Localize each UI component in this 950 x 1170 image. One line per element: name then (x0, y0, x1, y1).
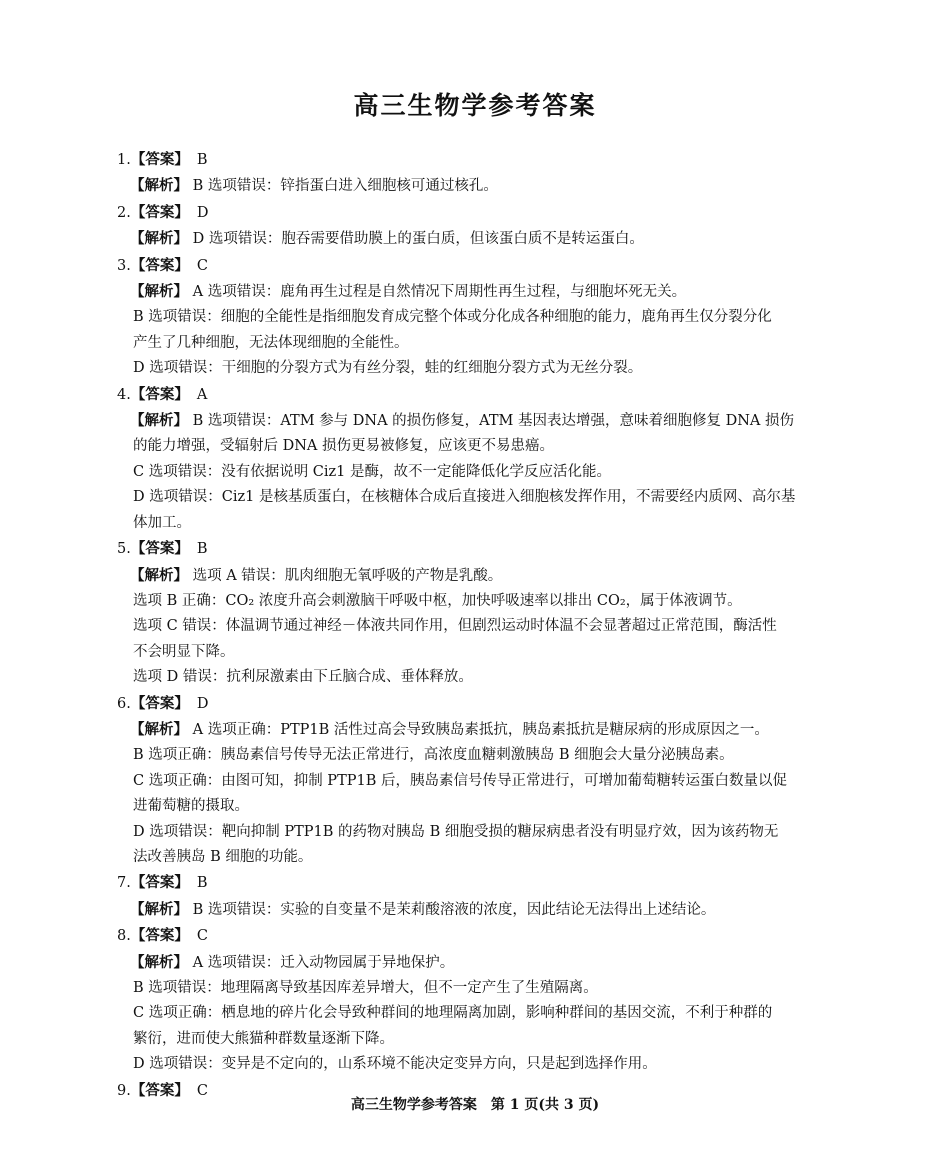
explain-tag: 【解析】 (130, 720, 188, 738)
explain-tag: 【解析】 (130, 412, 188, 430)
explanation-text: B 选项错误：锌指蛋白进入细胞核可通过核孔。 (192, 178, 498, 195)
answer-tag: 【答案】 (130, 1081, 189, 1099)
explanation-text: A 选项正确：PTP1B 活性过高会导致胰岛素抵抗，胰岛素抵抗是糖尿病的形成原因之一。 (192, 721, 769, 738)
explanation-continuation: D 选项错误：Ciz1 是核基质蛋白，在核糖体合成后直接进入细胞核发挥作用，不需要经内质网、高尔基 (133, 489, 796, 506)
answer-value: C (196, 1082, 208, 1099)
explanation-line (130, 279, 837, 305)
explanation-continuation: 产生了几种细胞，无法体现细胞的全能性。 (133, 334, 409, 351)
explanation-continuation: C 选项错误：没有依据说明 Ciz1 是酶，故不一定能降低化学反应活化能。 (133, 463, 612, 480)
question-number: 5. (117, 541, 131, 558)
answer-tag: 【答案】 (130, 151, 189, 168)
question-answer-line (117, 253, 837, 279)
explanation-continuation: B 选项错误：地理隔离导致基因库差异增大，但不一定产生了生殖隔离。 (133, 980, 598, 996)
explanation-text: A 选项错误：鹿角再生过程是自然情况下周期性再生过程，与细胞坏死无关。 (192, 284, 687, 301)
answer-value: D (196, 695, 209, 712)
explain-tag: 【解析】 (130, 900, 188, 918)
explain-tag: 【解析】 (130, 953, 188, 971)
page-title: 高三生物学参考答案 (353, 91, 597, 120)
answer-value: C (196, 257, 208, 274)
explanation-continuation: D 选项错误：干细胞的分裂方式为有丝分裂，蛙的红细胞分裂方式为无丝分裂。 (133, 360, 643, 377)
explanation-continuation: 选项 D 错误：抗利尿激素由下丘脑合成、垂体释放。 (133, 669, 473, 686)
answer-tag: 【答案】 (130, 385, 189, 403)
explanation-continuation: C 选项正确：栖息地的碎片化会导致种群间的地理隔离加剧，影响种群间的基因交流，不利于种群的 (133, 1005, 773, 1022)
explanation-continuation: D 选项错误：变异是不定向的，山系环境不能决定变异方向，只是起到选择作用。 (133, 1056, 657, 1073)
question-number: 1. (117, 152, 131, 168)
question-number: 4. (117, 386, 131, 403)
explanation-line (130, 563, 837, 589)
explanation-text: D 选项错误：胞吞需要借助膜上的蛋白质，但该蛋白质不是转运蛋白。 (192, 231, 644, 248)
explanation-continuation: B 选项错误：细胞的全能性是指细胞发育成完整个体或分化成各种细胞的能力，鹿角再生仅分裂分化 (133, 309, 772, 326)
question-number: 8. (117, 928, 131, 945)
answer-tag: 【答案】 (130, 256, 189, 274)
explain-tag: 【解析】 (130, 177, 188, 195)
explanation-continuation: 繁衍，进而使大熊猫种群数量逐渐下降。 (133, 1030, 394, 1047)
explain-tag: 【解析】 (130, 566, 188, 584)
answer-tag: 【答案】 (130, 694, 189, 712)
answer-value: A (196, 386, 208, 403)
page-footer: 高三生物学参考答案 第 1 页(共 3 页) (350, 1097, 600, 1113)
explanation-continuation: 体加工。 (133, 514, 191, 531)
question-number: 2. (117, 204, 131, 221)
answer-tag: 【答案】 (130, 927, 189, 945)
question-answer-line (117, 923, 837, 949)
answer-tag: 【答案】 (130, 874, 189, 892)
explanation-line (130, 226, 837, 252)
explanation-continuation: 法改善胰岛 B 细胞的功能。 (133, 848, 313, 865)
question-number: 6. (117, 695, 131, 712)
explanation-continuation: 的能力增强，受辐射后 DNA 损伤更易被修复，应该更不易患癌。 (133, 438, 555, 455)
question-answer-line (117, 536, 837, 562)
answer-value: D (196, 204, 209, 221)
question-answer-line (117, 691, 837, 717)
answer-value: B (196, 152, 208, 168)
explain-tag: 【解析】 (130, 283, 188, 301)
answer-value: C (196, 928, 208, 945)
explanation-line (130, 408, 837, 434)
question-number: 7. (117, 875, 131, 892)
explanation-text: 选项 A 错误：肌肉细胞无氧呼吸的产物是乳酸。 (192, 567, 503, 584)
question-answer-line (117, 200, 837, 226)
explanation-continuation: B 选项正确：胰岛素信号传导无法正常进行，高浓度血糖刺激胰岛 B 细胞会大量分泌胰岛素。 (133, 747, 734, 764)
question-answer-line (117, 147, 837, 173)
explanation-text: A 选项错误：迁入动物园属于异地保护。 (192, 954, 455, 971)
explanation-continuation: D 选项错误：靶向抑制 PTP1B 的药物对胰岛 B 细胞受损的糖尿病患者没有明显疗效，因为该药物无 (133, 823, 779, 840)
question-number: 9. (117, 1082, 131, 1099)
answer-tag: 【答案】 (130, 203, 189, 221)
explanation-continuation: 进葡萄糖的摄取。 (133, 798, 249, 815)
answer-tag: 【答案】 (130, 540, 189, 558)
explanation-line (130, 950, 837, 976)
explanation-text: B 选项错误：ATM 参与 DNA 的损伤修复，ATM 基因表达增强，意味着细胞修复 DNA 损伤 (192, 413, 794, 430)
question-number: 3. (117, 257, 131, 274)
question-answer-line (117, 870, 837, 896)
explanation-continuation: 选项 C 错误：体温调节通过神经－体液共同作用，但剧烈运动时体温不会显著超过正常范围，酶活性 (133, 618, 777, 635)
question-answer-line (117, 382, 837, 408)
explanation-text: B 选项错误：实验的自变量不是茉莉酸溶液的浓度，因此结论无法得出上述结论。 (192, 901, 716, 918)
explanation-line (130, 897, 837, 923)
explanation-continuation: C 选项正确：由图可知，抑制 PTP1B 后，胰岛素信号传导正常进行，可增加葡萄糖转运蛋白数量以促 (133, 772, 787, 789)
explanation-continuation: 不会明显下降。 (133, 643, 235, 660)
answer-content (117, 147, 837, 1104)
answer-value: B (196, 875, 208, 892)
explanation-continuation: 选项 B 正确：CO₂ 浓度升高会刺激脑干呼吸中枢，加快呼吸速率以排出 CO₂，属于体液调节。 (133, 592, 742, 609)
answer-value: B (196, 541, 208, 558)
explanation-line (130, 717, 837, 743)
explanation-line (130, 173, 837, 199)
explain-tag: 【解析】 (130, 230, 188, 248)
